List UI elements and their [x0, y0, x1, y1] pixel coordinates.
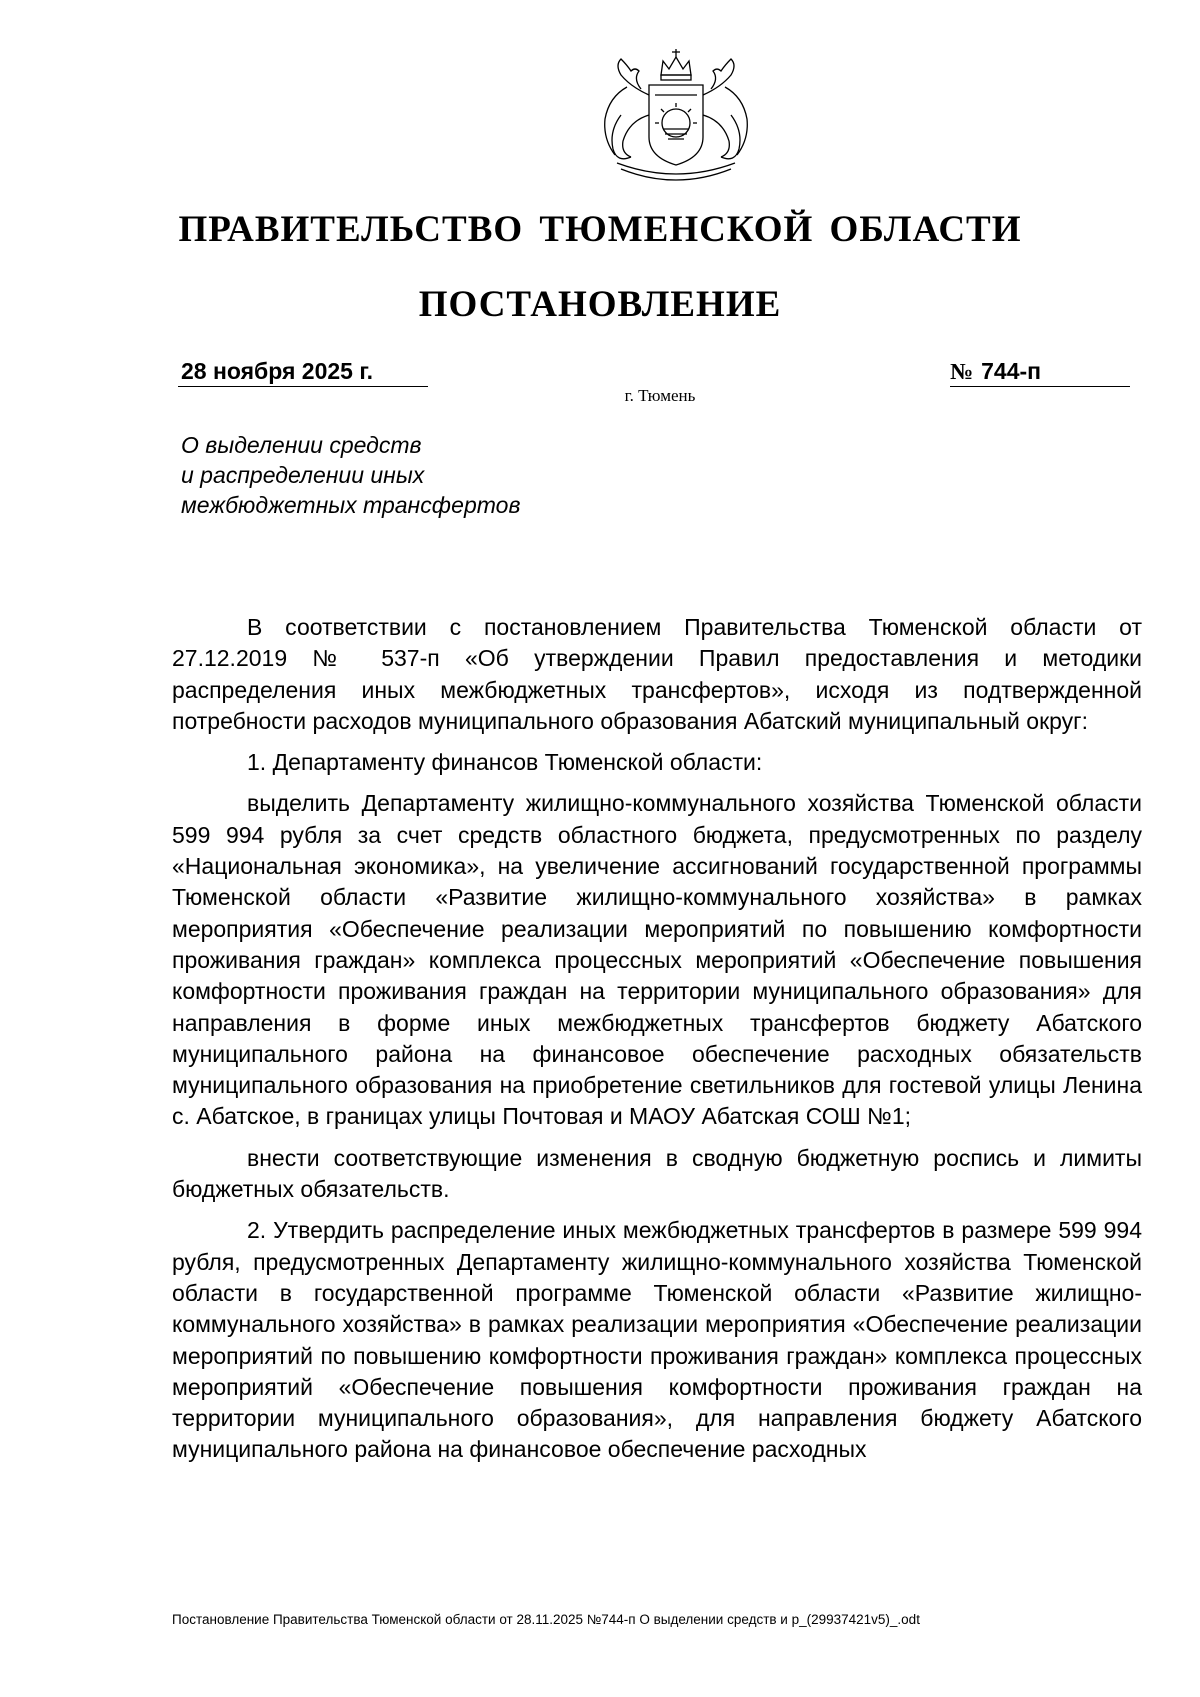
- document-body: [172, 612, 1142, 1476]
- page-footer: Постановление Правительства Тюменской области от 28.11.2025 №744-п О выделении средств и р_(29937421v5)_.odt: [172, 1612, 920, 1627]
- number-sign: №: [950, 359, 974, 384]
- city-label: г. Тюмень: [624, 386, 696, 405]
- document-number: 744-п: [981, 358, 1042, 384]
- date-field: [178, 356, 428, 387]
- document-date: 28 ноября 2025 г.: [181, 358, 374, 384]
- government-title: ПРАВИТЕЛЬСТВО ТЮМЕНСКОЙ ОБЛАСТИ: [178, 209, 1022, 250]
- subject-line: и распределении иных: [181, 462, 425, 488]
- number-field: [950, 356, 1130, 387]
- body-paragraph: В соответствии с постановлением Правительства Тюменской области от 27.12.2019 № 537-п «Об утверждении Правил предоставления и методики распределения иных межбюджетных трансфертов», исходя из подтвержденной потребности расходов муниципального образования Абатский муниципальный округ:: [172, 614, 1142, 734]
- body-paragraph: 2. Утвердить распределение иных межбюджетных трансфертов в размере 599 994 рубля, предусмотренных Департаменту жилищно-коммунального хозяйства Тюменской области в государственной программе Тюменской области «Развитие жилищно-коммунального хозяйства» в рамках реализации мероприятия «Обеспечение реализации мероприятий по повышению комфортности проживания граждан» комплекса процессных мероприятий «Обеспечение повышения комфортности проживания граждан на территории муниципального образования», для направления бюджету Абатского муниципального района на финансовое обеспечение расходных: [172, 1217, 1142, 1463]
- document-subject: [181, 430, 520, 520]
- subject-line: межбюджетных трансфертов: [181, 492, 521, 518]
- coat-of-arms-icon: [591, 45, 761, 185]
- body-paragraph: внести соответствующие изменения в сводную бюджетную роспись и лимиты бюджетных обязательств.: [172, 1144, 1142, 1203]
- document-type: ПОСТАНОВЛЕНИЕ: [418, 284, 782, 325]
- body-paragraph: выделить Департаменту жилищно-коммунального хозяйства Тюменской области 599 994 рубля за счет средств областного бюджета, предусмотренных по разделу «Национальная экономика», на увеличение ассигнований государственной программы Тюменской области «Развитие жилищно-коммунального хозяйства» в рамках мероприятия «Обеспечение реализации мероприятий по повышению комфортности проживания граждан» комплекса процессных мероприятий «Обеспечение повышения комфортности проживания граждан на территории муниципального образования» для направления в форме иных межбюджетных трансфертов бюджету Абатского муниципального района на финансовое обеспечение расходных обязательств муниципального образования на приобретение светильников для гостевой улицы Ленина с. Абатское, в границах улицы Почтовая и МАОУ Абатская СОШ №1;: [172, 790, 1142, 1130]
- body-paragraph: 1. Департаменту финансов Тюменской области:: [247, 749, 763, 776]
- subject-line: О выделении средств: [181, 432, 422, 458]
